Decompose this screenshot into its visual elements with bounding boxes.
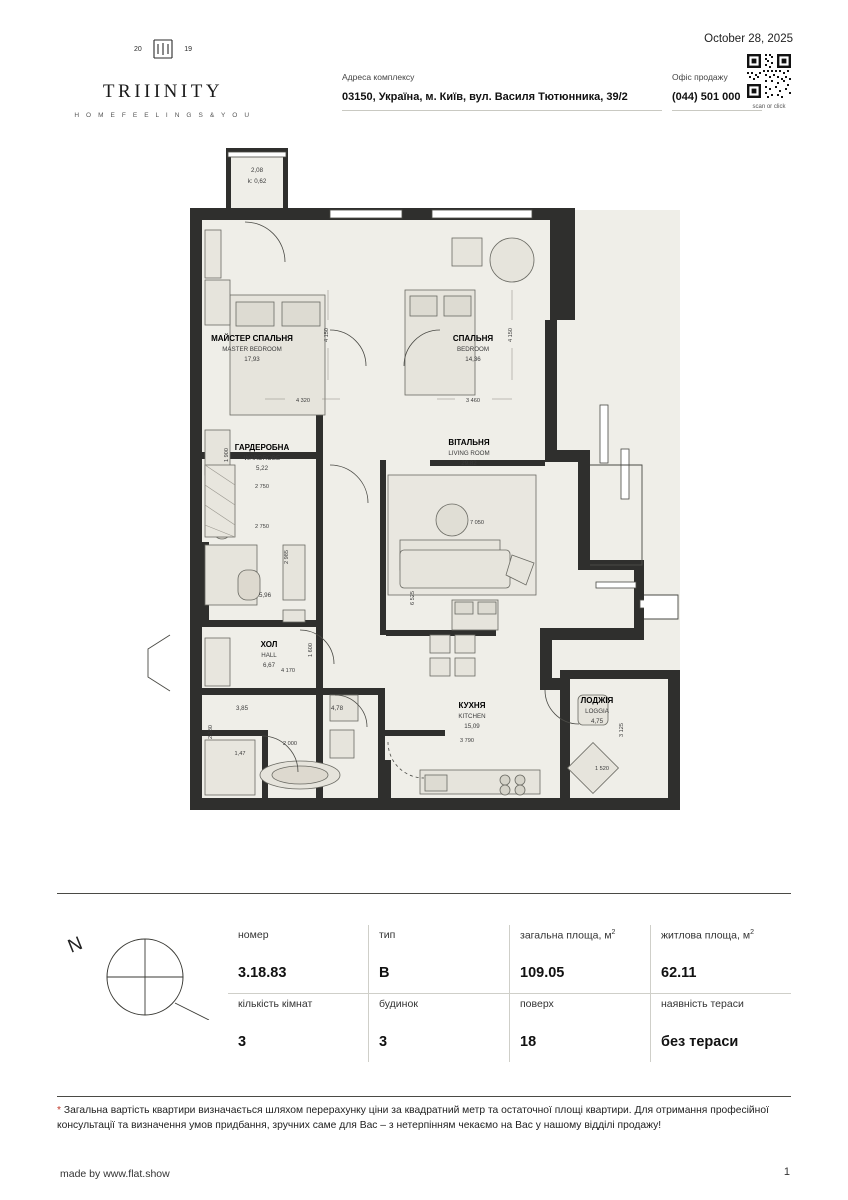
apartment-attributes-table — [228, 925, 791, 1062]
cell-title: кількість кімнат — [238, 998, 313, 1010]
cell-title: тип — [379, 929, 396, 941]
cell-title: номер — [238, 929, 269, 941]
table-top-divider — [57, 893, 791, 894]
svg-text:2 985: 2 985 — [284, 550, 290, 564]
cell-type — [368, 925, 509, 993]
svg-text:WARDROBE: WARDROBE — [243, 455, 281, 462]
cell-building — [368, 994, 509, 1062]
page-header — [0, 0, 848, 130]
qr-code[interactable] — [745, 52, 793, 100]
svg-text:LOGGIA: LOGGIA — [585, 708, 609, 715]
floor-plan-drawing — [0, 130, 848, 890]
bath-area-3: 3,85 — [235, 705, 249, 712]
svg-text:5,22: 5,22 — [255, 465, 269, 472]
room-label-master-bedroom: МАЙСТЕР СПАЛЬНЯ — [211, 334, 293, 343]
compass-north-label: N — [65, 933, 86, 958]
cell-value: 18 — [520, 1034, 537, 1050]
note-asterisk: * — [57, 1105, 62, 1116]
svg-text:2 750: 2 750 — [255, 524, 269, 530]
cell-value: 3.18.83 — [238, 965, 287, 981]
cell-title: житлова площа, $м^2$ — [661, 929, 754, 942]
logo-mark-icon — [134, 36, 192, 70]
svg-text:1 600: 1 600 — [308, 643, 314, 657]
cell-rooms-count — [228, 994, 368, 1062]
svg-text:BEDROOM: BEDROOM — [457, 346, 489, 353]
cell-total-area — [509, 925, 650, 993]
svg-text:15,09: 15,09 — [464, 723, 480, 730]
cell-title: поверх — [520, 998, 554, 1010]
cell-title: наявність тераси — [661, 998, 744, 1010]
svg-text:6,67: 6,67 — [262, 662, 276, 669]
svg-text:k: 0,62: k: 0,62 — [247, 178, 267, 185]
brand-logo — [63, 36, 263, 119]
svg-text:7 050: 7 050 — [470, 520, 484, 526]
room-label-bedroom: СПАЛЬНЯ — [452, 334, 494, 343]
svg-text:KITCHEN: KITCHEN — [458, 713, 486, 720]
svg-text:4 150: 4 150 — [508, 328, 514, 342]
svg-text:MASTER BEDROOM: MASTER BEDROOM — [222, 346, 282, 353]
cell-value: B — [379, 965, 390, 981]
cell-title: загальна площа, $м^2$ — [520, 929, 616, 942]
table-row — [228, 994, 791, 1062]
svg-text:1,47: 1,47 — [234, 751, 246, 757]
cell-value: 109.05 — [520, 965, 565, 981]
svg-text:4 150: 4 150 — [324, 328, 330, 342]
room-label-living-room: ВІТАЛЬНЯ — [448, 438, 490, 447]
bath-area-1: 5,96 — [258, 592, 272, 599]
svg-text:4 170: 4 170 — [281, 668, 295, 674]
svg-text:4,75: 4,75 — [590, 718, 604, 725]
document-date: October 28, 2025 — [704, 33, 793, 45]
svg-text:2 750: 2 750 — [255, 484, 269, 490]
made-by-credit[interactable]: made by www.flat.show — [60, 1168, 170, 1180]
balcony-area: 2,08 — [250, 167, 264, 174]
room-label-hall: ХОЛ — [260, 640, 278, 649]
address-divider — [342, 110, 662, 111]
legal-note — [57, 1104, 797, 1134]
page-number: 1 — [783, 1166, 790, 1178]
complex-address-label: Адреса комплексу — [342, 72, 415, 82]
cell-value: 62.11 — [661, 965, 697, 981]
svg-text:HALL: HALL — [261, 652, 277, 659]
svg-text:3 790: 3 790 — [460, 738, 474, 744]
compass-icon — [57, 925, 222, 1020]
table-row — [228, 925, 791, 993]
note-text: Загальна вартість квартири визначається шляхом перерахунку ціни за квадратний метр та остаточної площі квартири. Для отримання професійної консультації та визначення умов придбання, зручних саме для Вас – з нетерпінням чекаємо на Вас у нашому відділі продажу! — [57, 1105, 769, 1131]
logo-year-left: 20 — [134, 46, 142, 53]
sales-office-phone: (044) 501 000 — [672, 91, 741, 103]
cell-value: без тераси — [661, 1034, 739, 1050]
svg-text:1 520: 1 520 — [595, 766, 609, 772]
svg-text:2 000: 2 000 — [283, 741, 297, 747]
svg-text:1 900: 1 900 — [224, 448, 230, 462]
svg-text:4 320: 4 320 — [296, 398, 310, 404]
svg-text:6 525: 6 525 — [410, 591, 416, 605]
room-label-kitchen: КУХНЯ — [458, 701, 486, 710]
sales-divider — [672, 110, 762, 111]
cell-floor — [509, 994, 650, 1062]
svg-text:3 125: 3 125 — [619, 723, 625, 737]
bath-area-2: 4,78 — [330, 705, 344, 712]
logo-tagline: H O M E F E E L I N G S & Y O U — [74, 112, 252, 119]
complex-address — [342, 72, 662, 103]
qr-code-icon — [745, 52, 793, 100]
svg-text:29,82: 29,82 — [461, 460, 477, 467]
cell-terrace — [650, 994, 791, 1062]
logo-name: TRIIINITY — [102, 81, 224, 102]
compass-rose — [57, 925, 222, 1020]
logo-year-right: 19 — [184, 46, 192, 53]
room-label-loggia: ЛОДЖІЯ — [580, 696, 614, 705]
cell-number — [228, 925, 368, 993]
footer-divider — [57, 1096, 791, 1097]
svg-text:LIVING ROOM: LIVING ROOM — [448, 450, 490, 457]
cell-value: 3 — [238, 1034, 247, 1050]
svg-text:3 460: 3 460 — [466, 398, 480, 404]
qr-caption: scan or click — [752, 104, 786, 110]
svg-text:2 380: 2 380 — [208, 725, 214, 739]
svg-text:14,36: 14,36 — [465, 356, 481, 363]
svg-text:17,93: 17,93 — [244, 356, 260, 363]
sales-office-label: Офіс продажу — [672, 72, 728, 82]
monogram-icon — [150, 36, 176, 66]
floor-plan — [0, 130, 848, 890]
cell-living-area — [650, 925, 791, 993]
cell-title: будинок — [379, 998, 418, 1010]
cell-value: 3 — [379, 1034, 388, 1050]
complex-address-value: 03150, Україна, м. Київ, вул. Василя Тютюнника, 39/2 — [342, 91, 628, 103]
room-label-wardrobe: ГАРДЕРОБНА — [234, 443, 290, 452]
